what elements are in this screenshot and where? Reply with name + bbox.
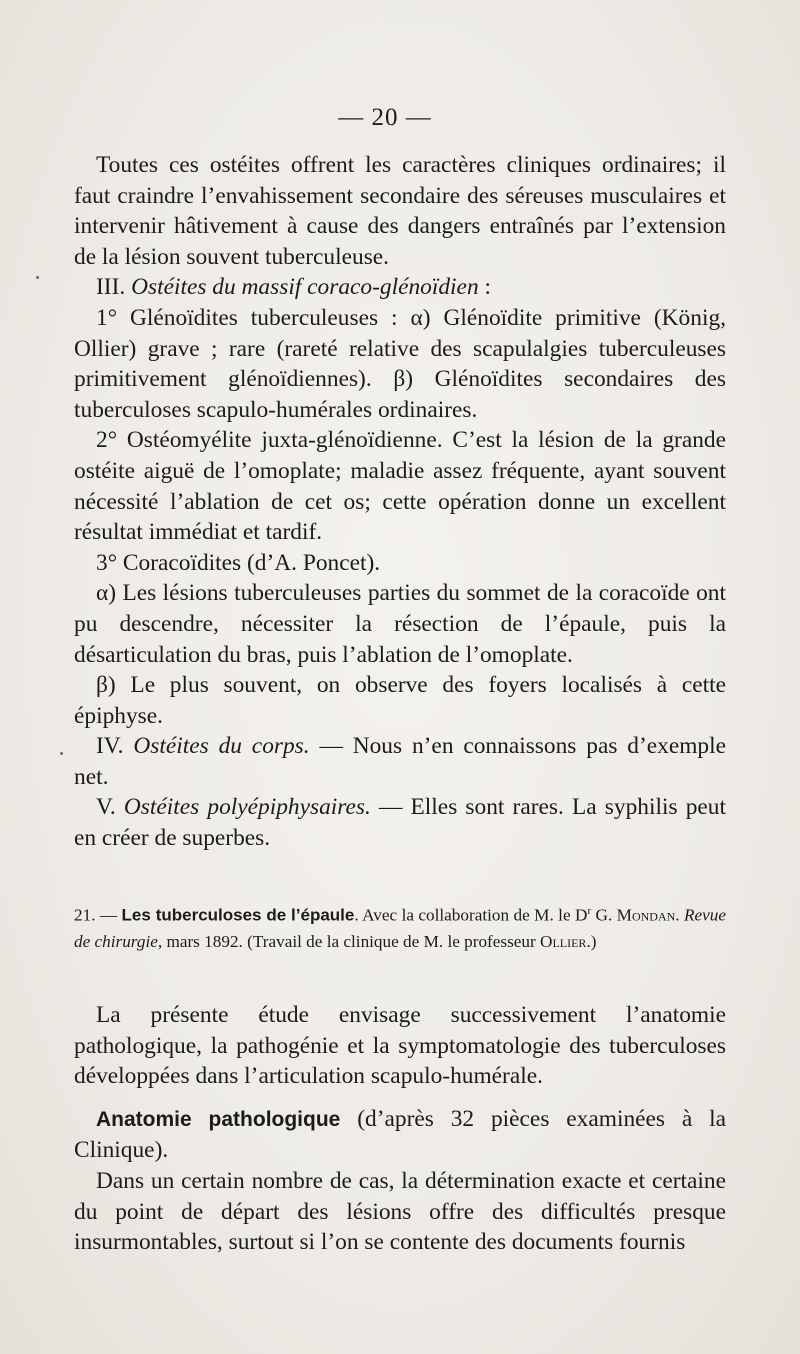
- entry-number: 21. —: [74, 905, 122, 925]
- entry-date: mars 1892. (Travail de la clinique de M. le professeur: [162, 932, 541, 952]
- continued-section: [74, 150, 726, 854]
- entry-intro: . Avec la collaboration de M. le D: [354, 905, 588, 925]
- section-title-iii: Ostéites du massif coraco-glénoïdien: [131, 274, 479, 301]
- entry-professor: Ollier: [540, 932, 587, 952]
- section-text-v: — Elles sont rares. La syphilis peut en créer de superbes.: [74, 794, 726, 852]
- heading-osteites-polyepiphysaires: [74, 792, 726, 853]
- entry-closing: .): [586, 932, 597, 952]
- section-text-iv: — Nous n’en connaissons pas d’exemple net.: [74, 733, 726, 790]
- paragraph-coracoidites: 3° Coracoïdites (d’A. Poncet).: [96, 549, 381, 576]
- entry-author: G. Mondan.: [591, 905, 680, 925]
- section-label-v: V.: [96, 794, 116, 821]
- heading-osteites-corps: [74, 731, 726, 792]
- section-label-iii: III.: [96, 274, 126, 301]
- entry-title: Les tuberculoses de l’épaule: [121, 905, 355, 925]
- paragraph-presente-etude: La présente étude envisage successivement l’anatomie pathologique, la pathogénie et la symptomatologie des tuberculoses développées dans l’articulation scapulo-humérale.: [74, 1002, 726, 1090]
- paragraph-anatomie-pathologique: [74, 1104, 726, 1166]
- entry-journal: Revue de chirurgie,: [74, 905, 727, 952]
- entry-dr-superscript: r: [587, 905, 592, 917]
- section-colon: :: [478, 274, 491, 301]
- paragraph-osteites-intro: Toutes ces ostéites offrent les caractères cliniques ordinaires; il faut craindre l’envahissement secondaire des séreuses musculaires et intervenir hâtivement à cause des dangers entraînés par l’extension de la lésion souvent tuberculeuse.: [74, 152, 726, 270]
- print-speck: [36, 276, 39, 279]
- page-number: — 20 —: [338, 104, 432, 131]
- bibliography-entry-21: [74, 898, 726, 956]
- print-speck: [60, 752, 63, 755]
- heading-anatomie-pathologique: Anatomie pathologique: [96, 1107, 341, 1131]
- section-title-v: Ostéites polyépiphysaires.: [123, 794, 371, 821]
- paragraph-beta-foyers: β) Le plus souvent, on observe des foyers localisés à cette épiphyse.: [74, 672, 726, 729]
- section-label-iv: IV.: [96, 733, 124, 760]
- heading-massif-coraco-glenoidien: [74, 272, 726, 303]
- paragraph-determination: Dans un certain nombre de cas, la détermination exacte et certaine du point de départ des lésions offre des difficultés presque insurmontables, surtout si l’on se contente des documents fournis: [74, 1167, 726, 1256]
- paragraph-glenoidites: 1° Glénoïdites tuberculeuses : α) Glénoïdite primitive (König, Ollier) grave ; rare (rareté relative des scapulalgies tuberculeuses primitivement glénoïdiennes). β) Glénoïdites secondaires des tuberculoses scapulo-humérales ordinaires.: [74, 304, 726, 423]
- new-section: [74, 1000, 726, 1258]
- paragraph-osteomyelite: 2° Ostéomyélite juxta-glénoïdienne. C’est la lésion de la grande ostéite aiguë de l’omoplate; maladie assez fréquente, ayant souvent nécessité l’ablation de cet os; cette opération donne un excellent résultat immédiat et tardif.: [74, 427, 726, 546]
- anatomie-pathologique-text: (d’après 32 pièces examinées à la Clinique).: [74, 1105, 726, 1164]
- paragraph-alpha-lesions: α) Les lésions tuberculeuses parties du sommet de la coracoïde ont pu descendre, nécessiter la résection de l’épaule, puis la désarticulation du bras, puis l’ablation de l’omoplate.: [74, 580, 726, 668]
- section-title-iv: Ostéites du corps.: [133, 733, 310, 760]
